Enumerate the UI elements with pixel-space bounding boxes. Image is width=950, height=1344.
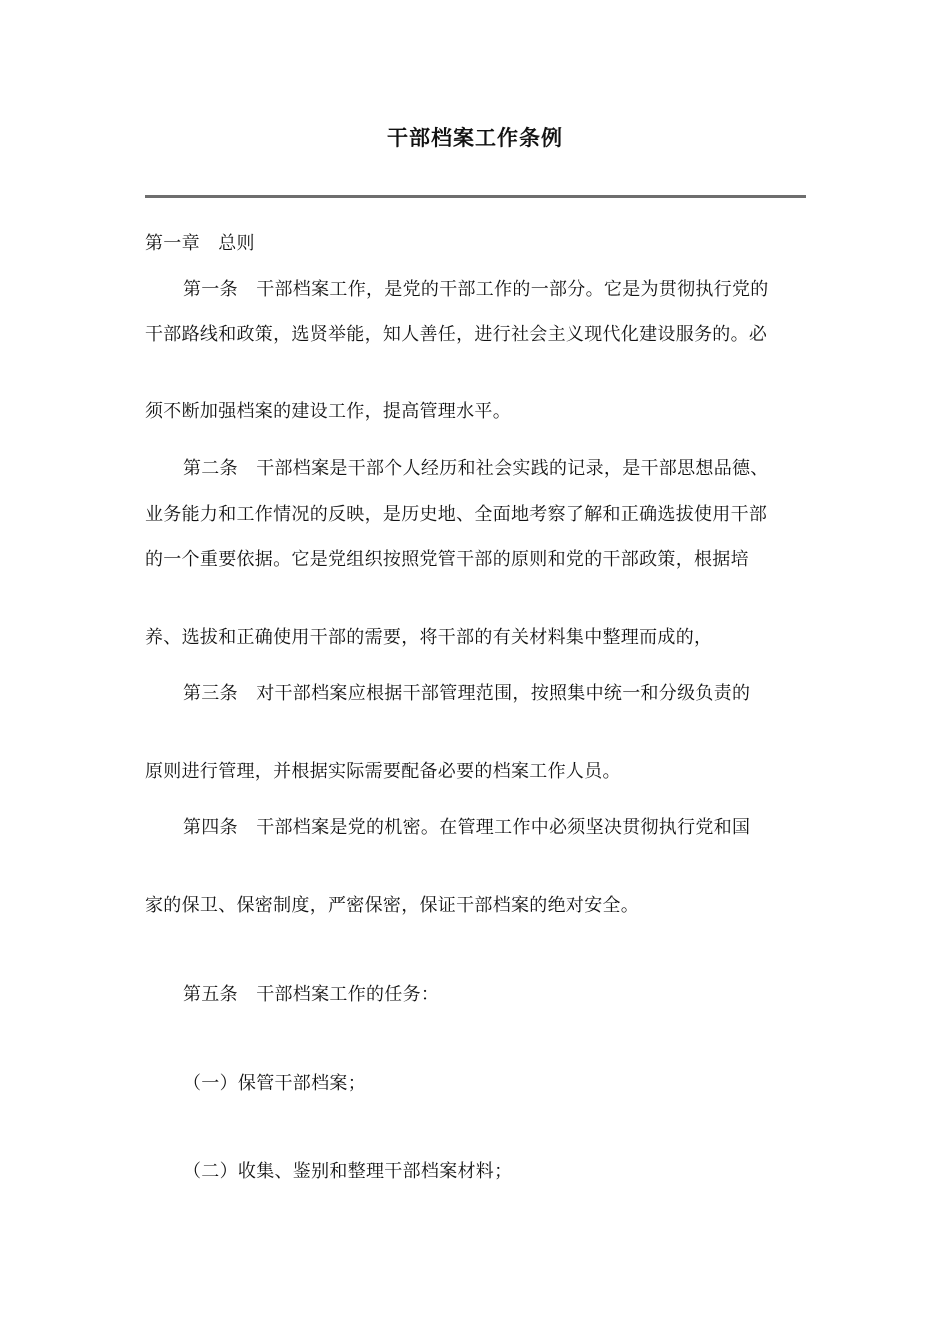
article-4-line-2: 家的保卫、保密制度，严密保密，保证干部档案的绝对安全。 — [145, 895, 640, 916]
article-5-line-1: 第五条 干部档案工作的任务： — [183, 984, 440, 1005]
article-2-line-3: 的一个重要依据。它是党组织按照党管干部的原则和党的干部政策，根据培 — [145, 549, 749, 570]
article-3-line-2: 原则进行管理，并根据实际需要配备必要的档案工作人员。 — [145, 761, 621, 782]
article-1-line-1: 第一条 干部档案工作，是党的干部工作的一部分。它是为贯彻执行党的 — [183, 279, 769, 300]
article-1-line-2: 干部路线和政策，选贤举能，知人善任，进行社会主义现代化建设服务的。必 — [145, 324, 768, 345]
article-1-line-3: 须不断加强档案的建设工作，提高管理水平。 — [145, 401, 511, 422]
article-2-line-1: 第二条 干部档案是干部个人经历和社会实践的记录，是干部思想品德、 — [183, 458, 769, 479]
document-title: 干部档案工作条例 — [387, 126, 563, 150]
list-item-2: （二）收集、鉴别和整理干部档案材料； — [183, 1161, 513, 1182]
article-3-line-1: 第三条 对干部档案应根据干部管理范围，按照集中统一和分级负责的 — [183, 683, 751, 704]
article-2-line-2: 业务能力和工作情况的反映，是历史地、全面地考察了解和正确选拔使用干部 — [145, 504, 768, 525]
title-divider — [145, 195, 806, 198]
list-item-1: （一）保管干部档案； — [183, 1073, 366, 1094]
article-2-line-4: 养、选拔和正确使用干部的需要，将干部的有关材料集中整理而成的， — [145, 627, 713, 648]
chapter-heading: 第一章 总则 — [145, 233, 255, 254]
article-4-line-1: 第四条 干部档案是党的机密。在管理工作中必须坚决贯彻执行党和国 — [183, 817, 751, 838]
